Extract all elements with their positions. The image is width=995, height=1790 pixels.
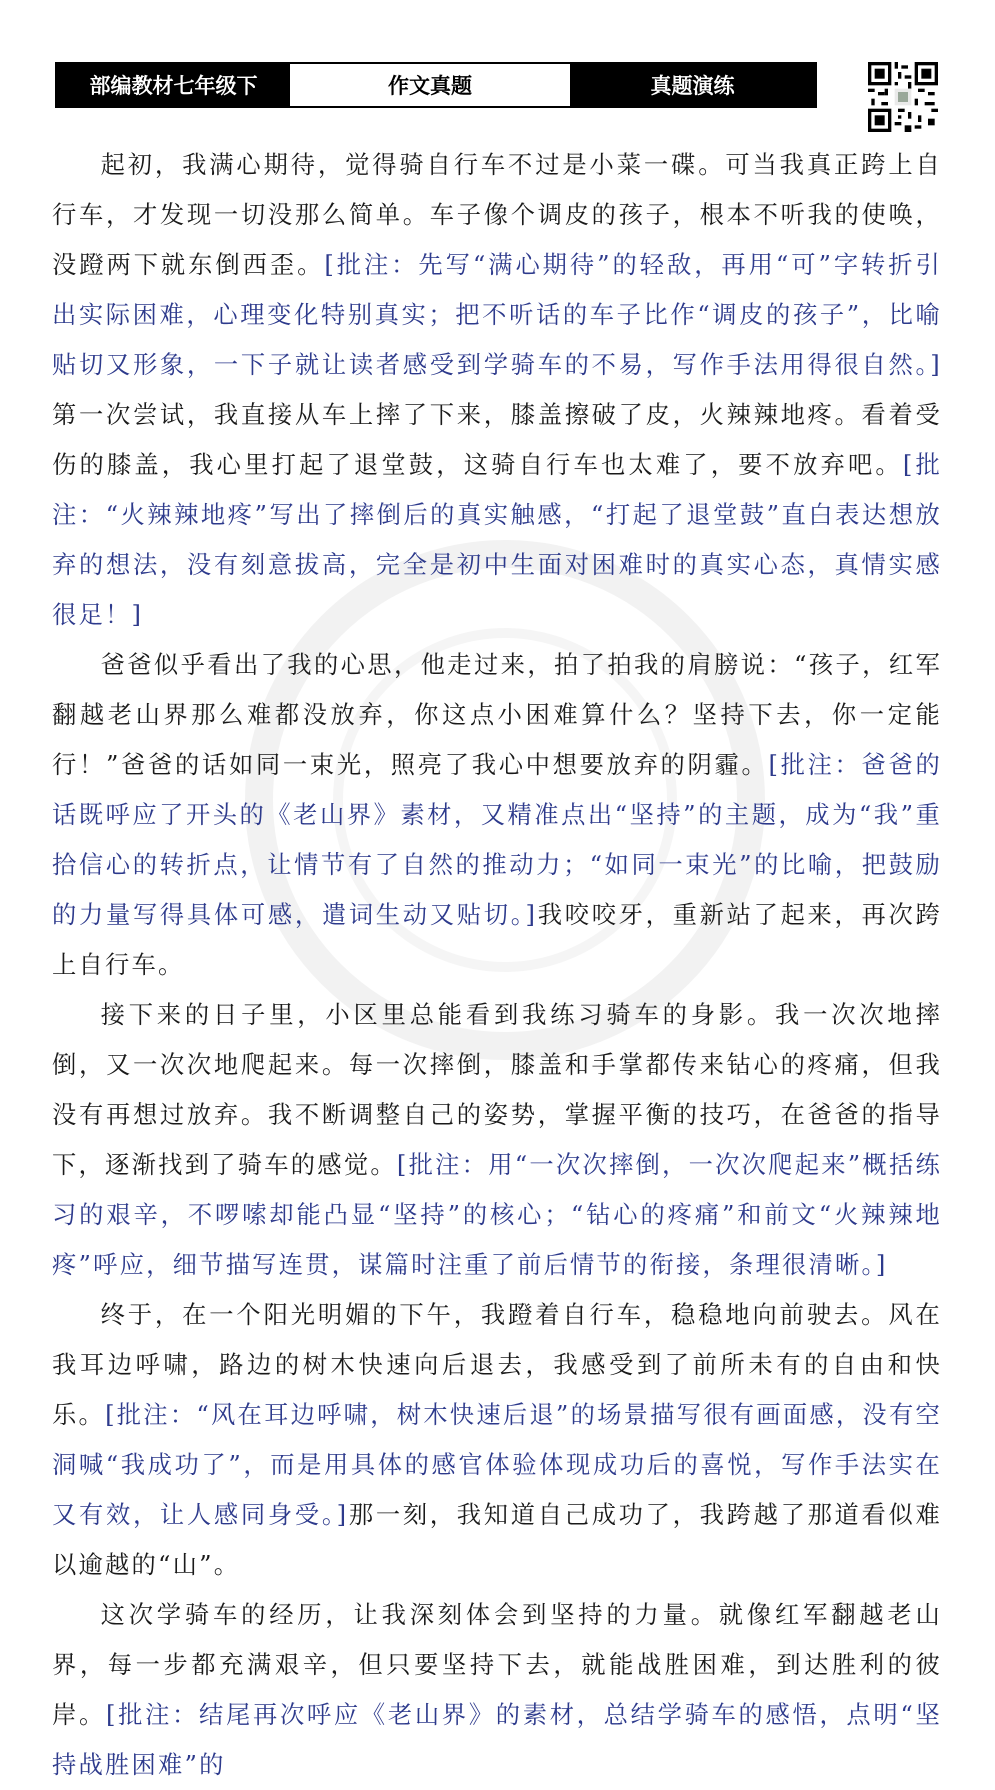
essay-paragraph [52, 640, 942, 990]
annotation-note: [批注：先写“满心期待”的轻敌，再用“可”字转折引出实际困难，心理变化特别真实；把不听话的车子比作“调皮的孩子”，比喻贴切又形象，一下子就让读者感受到学骑车的不易，写作手法用得很自然。] [52, 250, 943, 379]
essay-text: 那一刻，我知道自己成功了，我跨越了那道看似难以逾越的“山”。 [52, 1500, 942, 1579]
annotation-note: [批注：结尾再次呼应《老山界》的素材，总结学骑车的感悟，点明“坚持战胜困难”的 [52, 1700, 942, 1779]
essay-text: 终于，在一个阳光明媚的下午，我蹬着自行车，稳稳地向前驶去。风在我耳边呼啸，路边的树木快速向后退去，我感受到了前所未有的自由和快乐。 [52, 1300, 942, 1429]
annotation-note: [批注：“火辣辣地疼”写出了摔倒后的真实触感，“打起了退堂鼓”直白表达想放弃的想法，没有刻意拔高，完全是初中生面对困难时的真实心态，真情实感很足！] [52, 450, 942, 629]
essay-text: 起初，我满心期待，觉得骑自行车不过是小菜一碟。可当我真正跨上自行车，才发现一切没那么简单。车子像个调皮的孩子，根本不听我的使唤，没蹬两下就东倒西歪。 [52, 150, 942, 279]
header-title: 作文真题 [290, 64, 570, 106]
annotation-note: [批注：“风在耳边呼啸，树木快速后退”的场景描写很有画面感，没有空洞喊“我成功了”，而是用具体的感官体验体现成功后的喜悦，写作手法实在又有效，让人感同身受。] [52, 1400, 942, 1529]
annotation-note: [批注：用“一次次摔倒，一次次爬起来”概括练习的艰辛，不啰嗦却能凸显“坚持”的核心；“钻心的疼痛”和前文“火辣辣地疼”呼应，细节描写连贯，谋篇时注重了前后情节的衔接，条理很清晰。] [52, 1150, 942, 1279]
essay-text: 我咬咬牙，重新站了起来，再次跨上自行车。 [52, 900, 942, 979]
essay-text: 爸爸似乎看出了我的心思，他走过来，拍了拍我的肩膀说：“孩子，红军翻越老山界那么难都没放弃，你这点小困难算什么？坚持下去，你一定能行！”爸爸的话如同一束光，照亮了我心中想要放弃的阴霾。 [52, 650, 942, 779]
essay-body [52, 140, 942, 1790]
header-section-label: 真题演练 [570, 64, 815, 106]
essay-text: 第一次尝试，我直接从车上摔了下来，膝盖擦破了皮，火辣辣地疼。看着受伤的膝盖，我心里打起了退堂鼓，这骑自行车也太难了，要不放弃吧。 [52, 400, 942, 479]
essay-paragraph [52, 990, 942, 1290]
essay-paragraph [52, 140, 942, 640]
header-bar [55, 62, 817, 108]
essay-text: 这次学骑车的经历，让我深刻体会到坚持的力量。就像红军翻越老山界，每一步都充满艰辛，但只要坚持下去，就能战胜困难，到达胜利的彼岸。 [52, 1600, 942, 1729]
essay-text: 接下来的日子里，小区里总能看到我练习骑车的身影。我一次次地摔倒，又一次次地爬起来。每一次摔倒，膝盖和手掌都传来钻心的疼痛，但我没有再想过放弃。我不断调整自己的姿势，掌握平衡的技巧，在爸爸的指导下，逐渐找到了骑车的感觉。 [52, 1000, 942, 1179]
header-grade-label: 部编教材七年级下 [57, 64, 290, 106]
annotation-note: [批注：爸爸的话既呼应了开头的《老山界》素材，又精准点出“坚持”的主题，成为“我”重拾信心的转折点，让情节有了自然的推动力；“如同一束光”的比喻，把鼓励的力量写得具体可感，遣词生动又贴切。] [52, 750, 942, 929]
essay-paragraph [52, 1590, 942, 1790]
essay-paragraph [52, 1290, 942, 1590]
qr-code-icon [868, 62, 938, 132]
